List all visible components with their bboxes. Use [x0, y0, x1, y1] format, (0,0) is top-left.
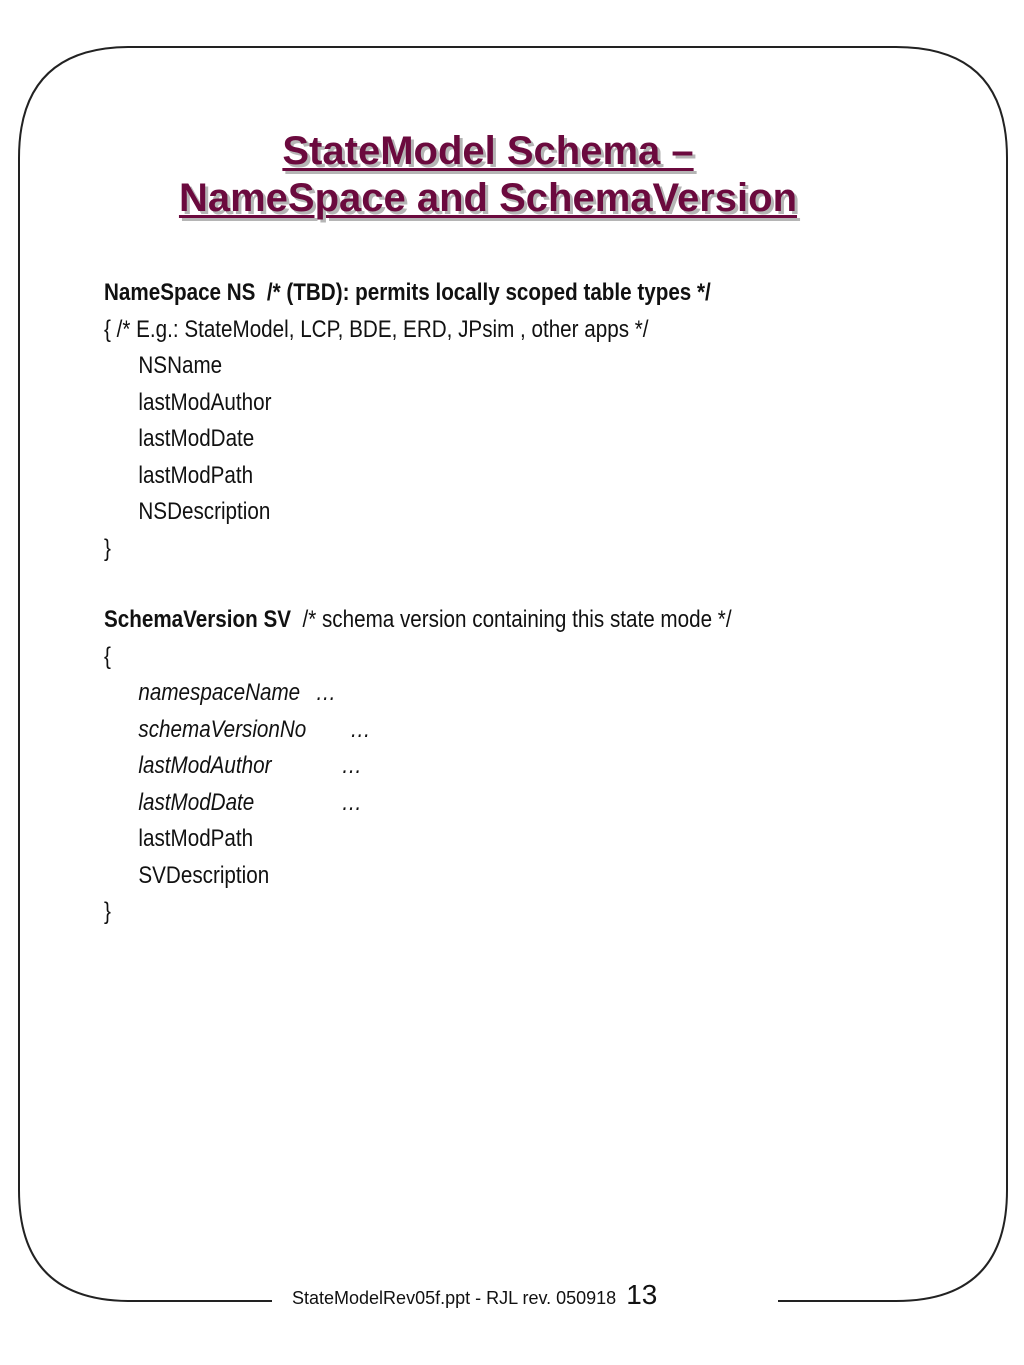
schema-version-open-brace: {: [104, 642, 111, 670]
field-ellipsis: …: [349, 715, 371, 743]
schema-version-title: SchemaVersion SV: [104, 606, 292, 633]
title-line-1: StateModel Schema –: [282, 129, 694, 173]
page-number: 13: [626, 1279, 658, 1310]
schema-version-block: [104, 602, 964, 931]
slide-title: [0, 128, 976, 222]
field-name: schemaVersionNo: [138, 715, 307, 743]
namespace-field: NSDescription: [138, 498, 271, 525]
slide-footer: [292, 1280, 657, 1313]
field-ellipsis: …: [315, 679, 337, 706]
field-name: lastModDate: [138, 788, 255, 816]
namespace-field: lastModDate: [138, 425, 255, 452]
title-line-2: NameSpace and SchemaVersion: [178, 176, 798, 220]
field-ellipsis: …: [341, 752, 362, 779]
field-ellipsis: …: [341, 788, 362, 816]
field-name: lastModAuthor: [138, 752, 272, 779]
namespace-field: lastModPath: [138, 461, 254, 489]
schema-version-header: [104, 602, 844, 639]
schema-version-field: [104, 785, 844, 822]
schema-version-close-brace: }: [104, 898, 111, 925]
schema-version-field: SVDescription: [138, 861, 270, 889]
namespace-field: lastModAuthor: [138, 388, 272, 416]
schema-version-field: lastModPath: [138, 825, 254, 852]
schema-version-field: [104, 748, 844, 785]
namespace-close-brace: }: [104, 534, 111, 562]
schema-version-comment: /* schema version containing this state mode */: [291, 606, 732, 633]
namespace-open-brace: { /* E.g.: StateModel, LCP, BDE, ERD, JPsim , other apps */: [104, 315, 649, 343]
schema-version-field: [104, 712, 844, 749]
field-name: namespaceName: [138, 679, 301, 706]
schema-version-field: [104, 675, 844, 712]
namespace-header: NameSpace NS /* (TBD): permits locally scoped table types */: [104, 279, 711, 306]
namespace-field: NSName: [138, 352, 223, 379]
footer-text: StateModelRev05f.ppt - RJL rev. 050918: [292, 1288, 617, 1308]
namespace-block: [104, 275, 964, 567]
